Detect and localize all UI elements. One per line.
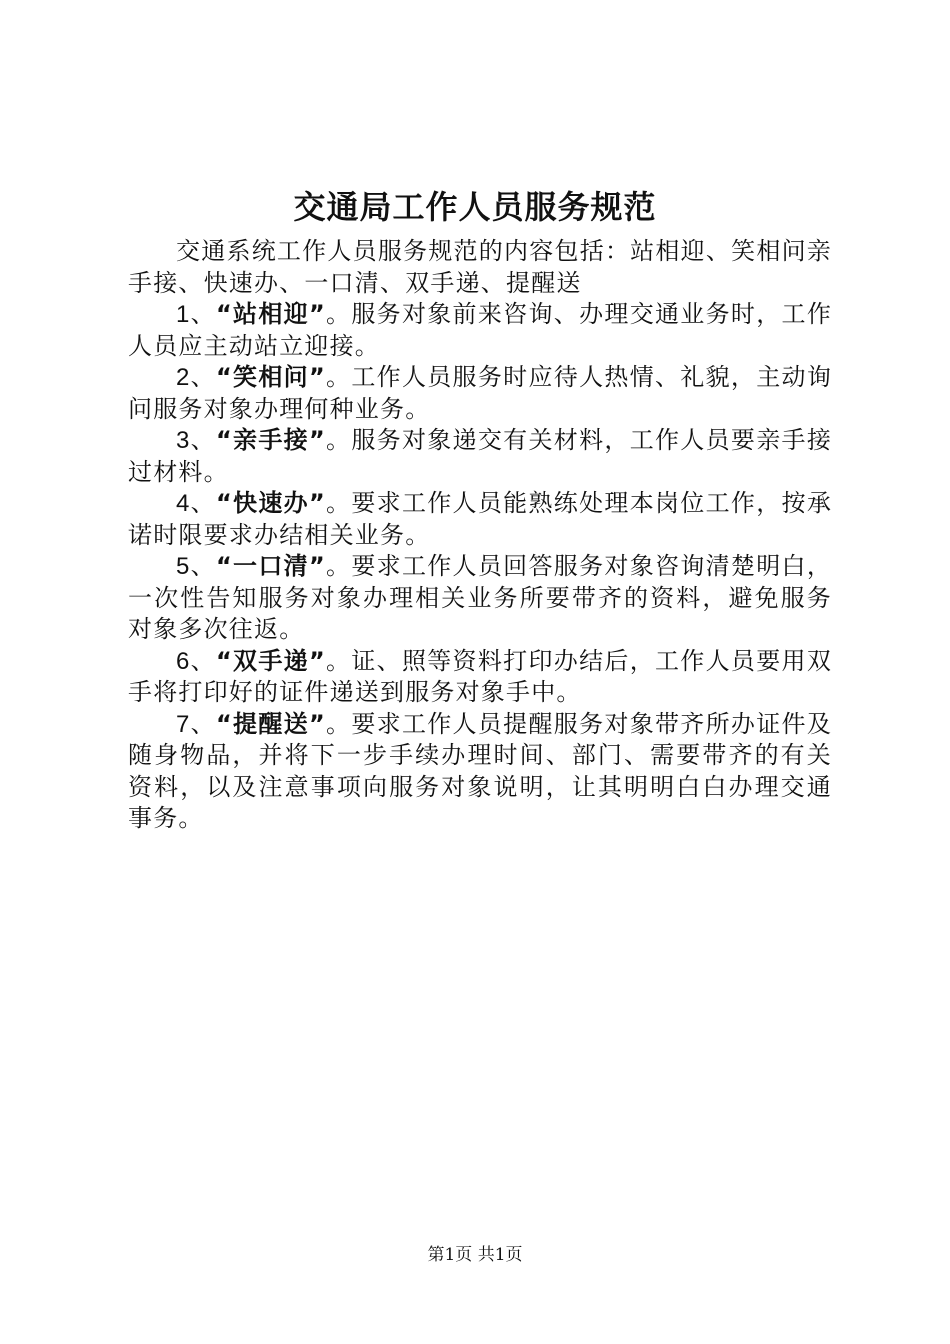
item-text: 。要求工作人员能熟练处理本岗位工作，按承诺时限要求办结相关业务。 <box>128 489 833 549</box>
item-number: 7、 <box>176 710 216 738</box>
item-number: 1、 <box>176 301 216 328</box>
item-keyword: “提醒送” <box>215 709 326 738</box>
item-number: 2、 <box>176 364 216 391</box>
document-title: 交通局工作人员服务规范 <box>293 188 657 226</box>
list-item <box>128 425 832 488</box>
item-keyword: “双手递” <box>215 646 326 675</box>
item-keyword: “一口清” <box>215 552 326 580</box>
item-text: 。证、照等资料打印办结后，工作人员要用双手将打印好的证件递送到服务对象手中。 <box>128 646 833 706</box>
list-item <box>128 362 832 425</box>
item-number: 6、 <box>176 647 216 675</box>
list-item <box>128 551 832 646</box>
item-number: 4、 <box>176 490 216 517</box>
item-text: 。要求工作人员回答服务对象咨询清楚明白，一次性告知服务对象办理相关业务所要带齐的资料，避免服务对象多次往返。 <box>128 552 833 643</box>
item-text: 。服务对象递交有关材料，工作人员要亲手接过材料。 <box>128 426 833 486</box>
item-text: 。要求工作人员提醒服务对象带齐所办证件及随身物品，并将下一步手续办理时间、部门、需要带齐的有关资料，以及注意事项向服务对象说明，让其明明白白办理交通事务。 <box>128 709 833 832</box>
page-footer: 第1页 共1页 <box>427 1245 523 1265</box>
list-item <box>128 709 832 835</box>
item-keyword: “快速办” <box>215 489 326 517</box>
list-item <box>128 488 832 551</box>
list-item <box>128 299 832 362</box>
item-number: 3、 <box>176 427 216 454</box>
document-body <box>128 236 832 835</box>
list-item <box>128 646 832 709</box>
item-keyword: “站相迎” <box>215 300 326 328</box>
item-text: 。服务对象前来咨询、办理交通业务时，工作人员应主动站立迎接。 <box>128 300 833 360</box>
item-keyword: “亲手接” <box>215 426 326 454</box>
item-keyword: “笑相问” <box>215 363 326 391</box>
item-number: 5、 <box>176 553 216 580</box>
intro-paragraph: 交通系统工作人员服务规范的内容包括：站相迎、笑相问亲手接、快速办、一口清、双手递、提醒送 <box>128 237 832 297</box>
item-text: 。工作人员服务时应待人热情、礼貌，主动询问服务对象办理何种业务。 <box>128 363 833 423</box>
